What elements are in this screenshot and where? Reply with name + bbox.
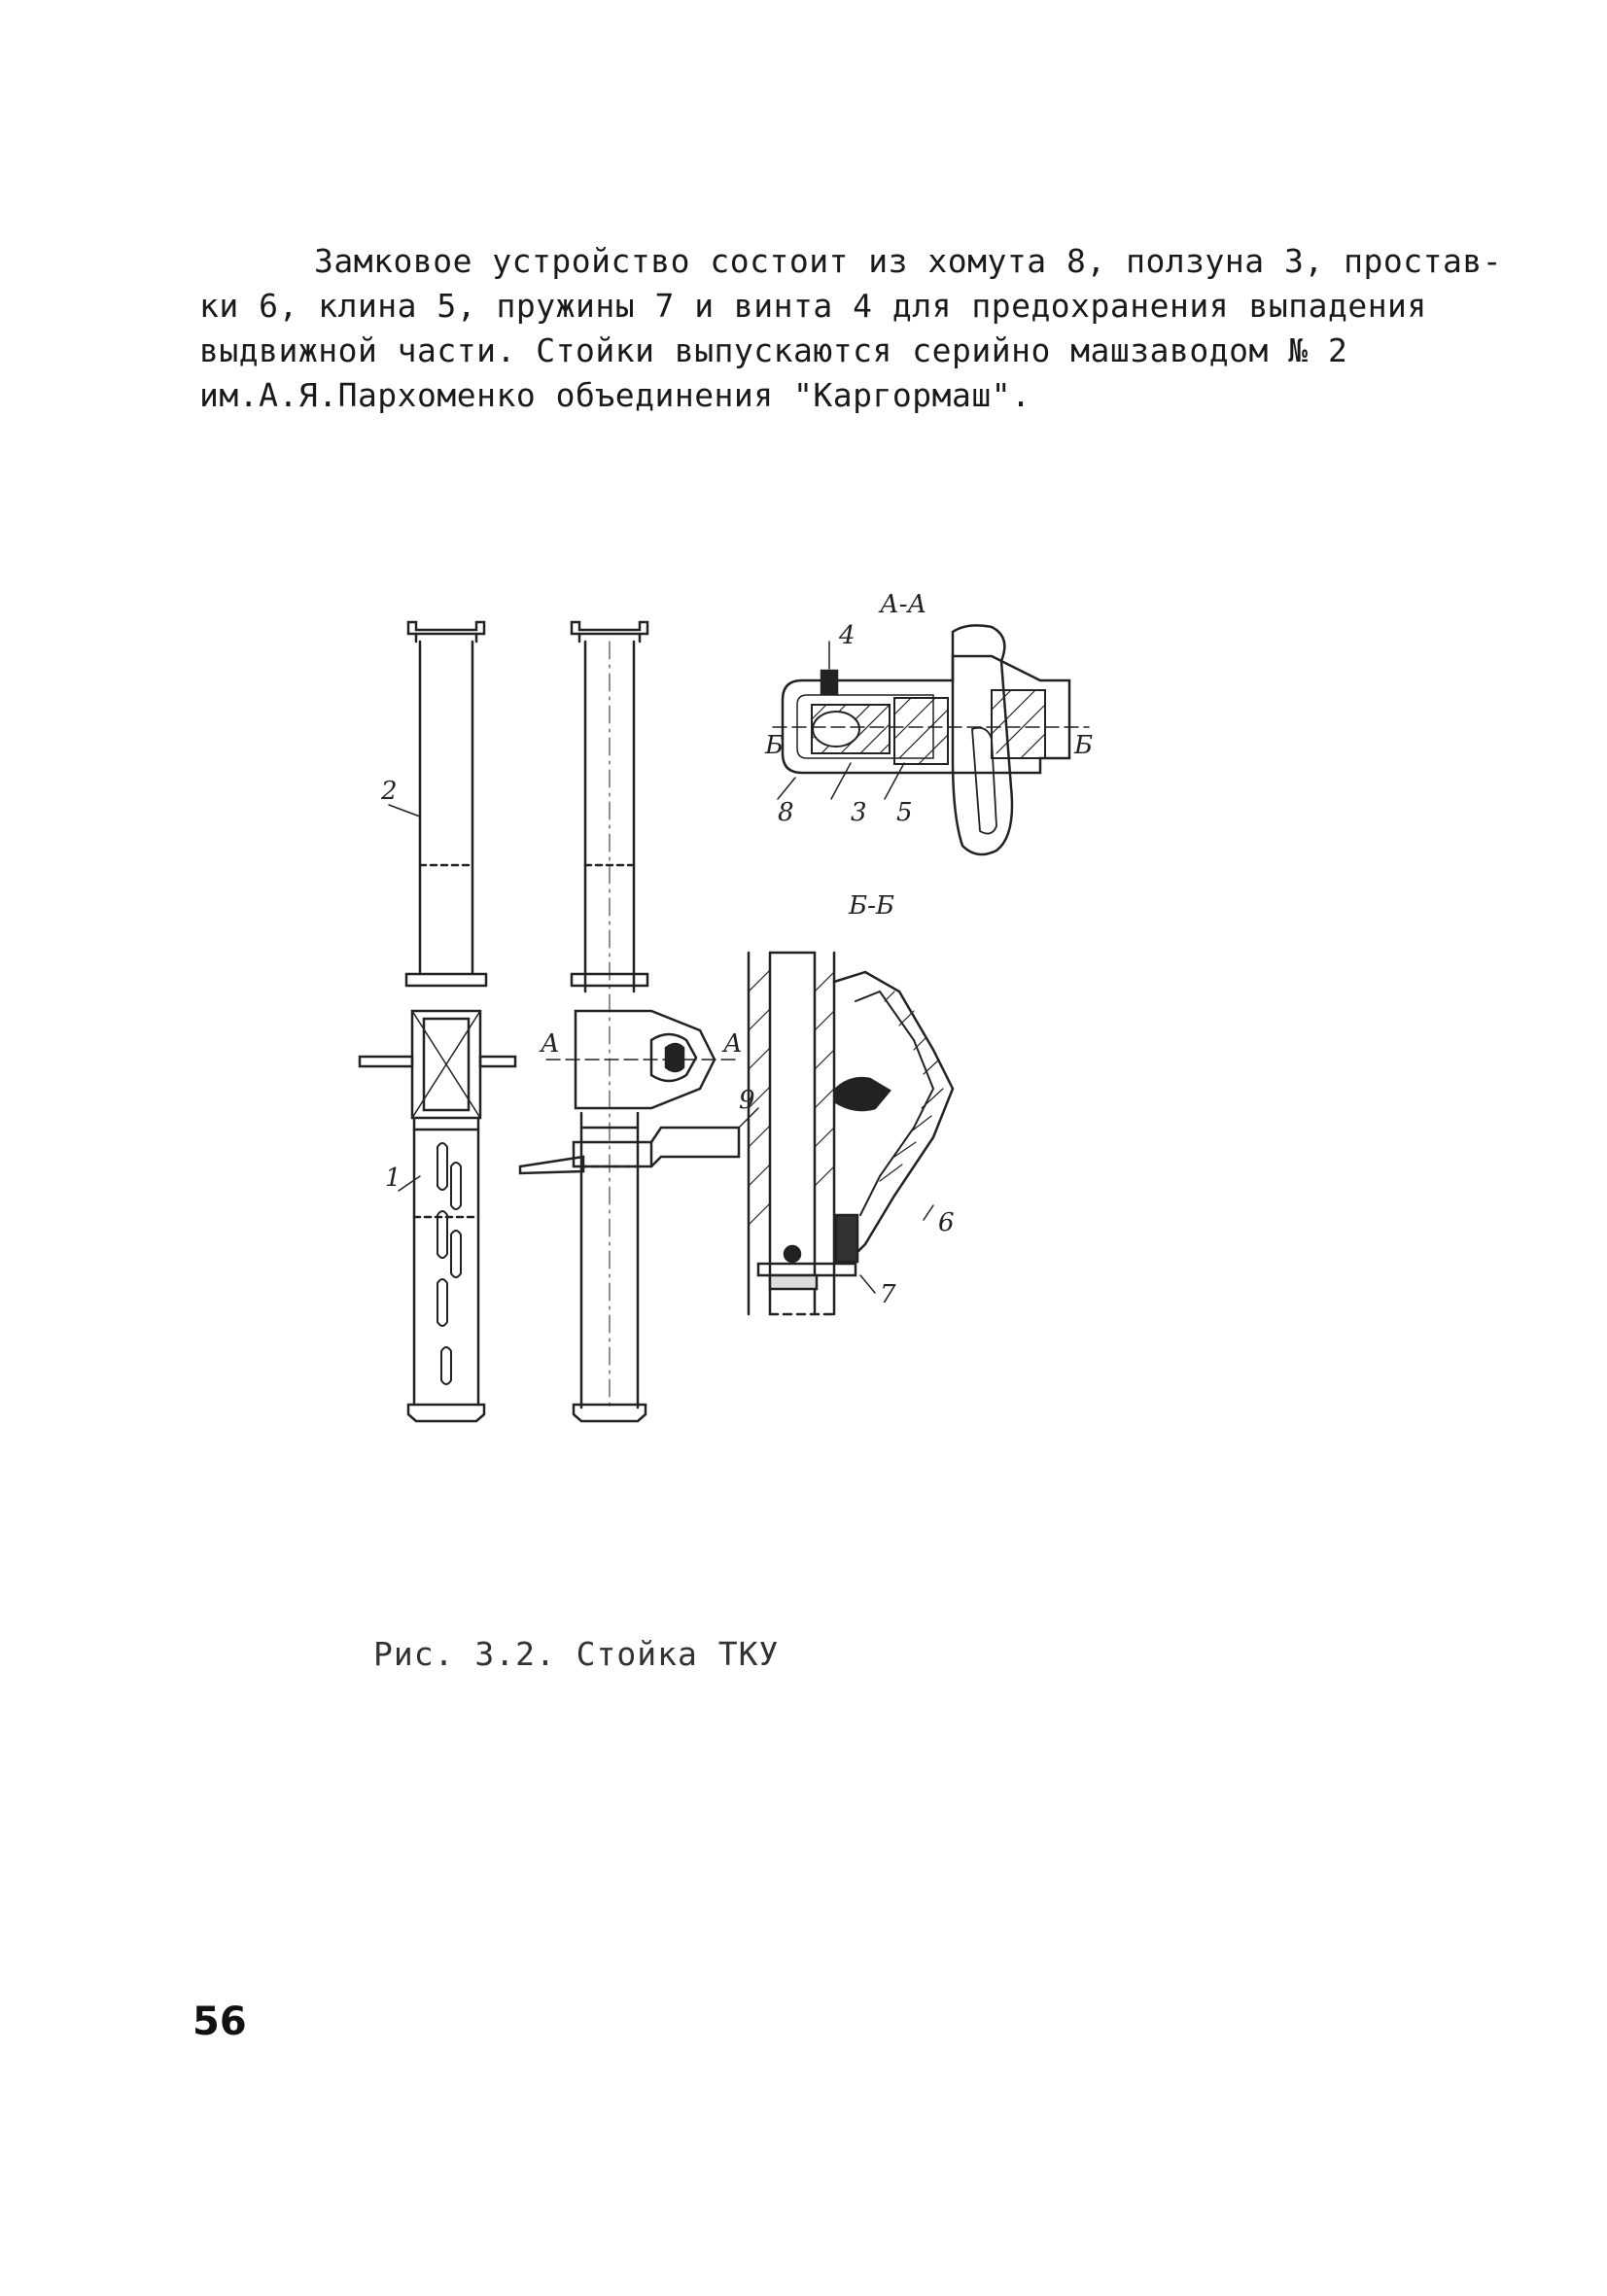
label-part-1: 1 xyxy=(385,1164,402,1193)
figure-caption: Рис. 3.2. Стойка ТКУ xyxy=(373,1635,780,1673)
section-bb xyxy=(749,953,953,1314)
label-part-4: 4 xyxy=(839,621,856,650)
label-section-bb: Б-Б xyxy=(849,891,894,921)
section-aa xyxy=(773,625,1089,854)
paragraph-line: ки 6, клина 5, пружины 7 и винта 4 для предохранения выпадения xyxy=(199,287,1427,325)
technical-drawing xyxy=(331,583,1108,1439)
label-part-2: 2 xyxy=(381,777,398,806)
label-part-3: 3 xyxy=(851,798,867,827)
label-section-b-left: Б xyxy=(765,731,785,760)
label-section-aa: А-А xyxy=(880,590,927,619)
paragraph-line: им.А.Я.Пархоменко объединения "Каргормаш". xyxy=(199,376,1031,414)
page-number: 56 xyxy=(192,2000,247,2044)
label-section-a-left: А xyxy=(541,1029,560,1059)
label-part-6: 6 xyxy=(938,1208,955,1237)
paragraph-line: выдвижной части. Стойки выпускаются серийно машзаводом № 2 xyxy=(199,331,1348,369)
label-part-7: 7 xyxy=(880,1280,896,1309)
prop-side-view xyxy=(520,622,739,1421)
body-paragraph xyxy=(199,239,1503,418)
prop-front-view xyxy=(360,622,515,1421)
label-section-a-right: А xyxy=(723,1029,743,1059)
label-part-5: 5 xyxy=(896,798,913,827)
label-part-8: 8 xyxy=(778,798,794,827)
label-part-9: 9 xyxy=(739,1086,755,1115)
paragraph-line: Замковое устройство состоит из хомута 8, ползуна 3, простав- xyxy=(314,242,1503,280)
label-section-b-right: Б xyxy=(1074,731,1094,760)
